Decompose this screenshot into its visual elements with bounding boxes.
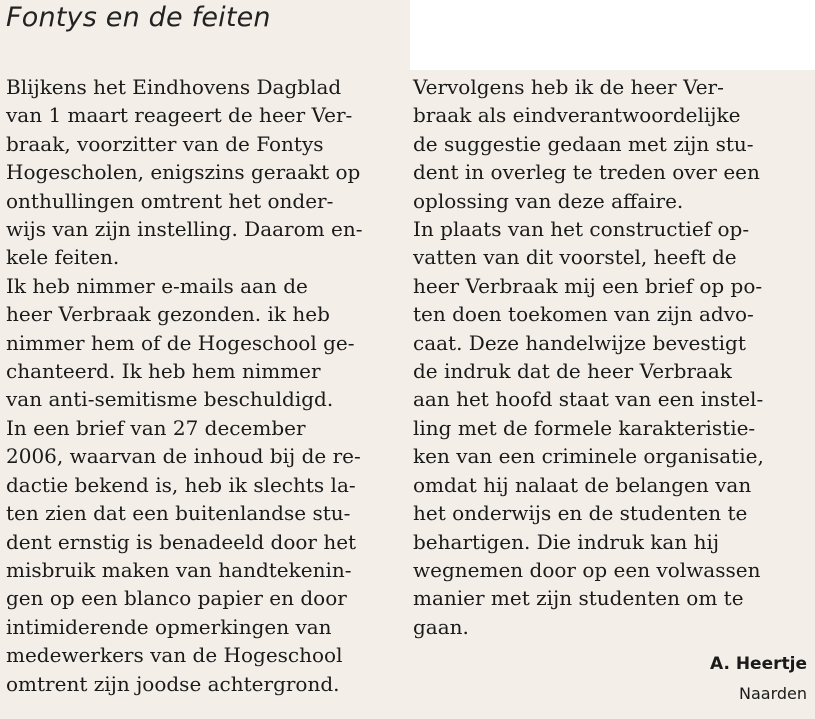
text-line: In een brief van 27 december — [6, 415, 306, 440]
text-line: gen op een blanco papier en door — [6, 586, 347, 611]
text-line: oplossing van deze affaire. — [413, 188, 684, 213]
text-line: Ik heb nimmer e-mails aan de — [6, 273, 308, 298]
text-line: ken van een criminele organisatie, — [413, 444, 764, 469]
text-line: onthullingen omtrent het onder- — [6, 188, 334, 213]
text-line: In plaats van het constructief op- — [413, 217, 750, 242]
text-line: gaan. — [413, 614, 469, 639]
text-line: ling met de formele karakteristie- — [413, 415, 756, 440]
article-headline: Fontys en de feiten — [6, 2, 271, 33]
text-line: kele feiten. — [6, 245, 120, 270]
text-line: 2006, waarvan de inhoud bij de re- — [6, 444, 361, 469]
text-line: braak als eindverantwoordelijke — [413, 103, 741, 128]
text-line: het onderwijs en de studenten te — [413, 501, 748, 526]
article-column-right — [413, 73, 764, 641]
text-line: intimiderende opmerkingen van — [6, 614, 332, 639]
author-place: Naarden — [738, 684, 807, 703]
text-line: misbruik maken van handtekenin- — [6, 557, 352, 582]
text-line: braak, voorzitter van de Fontys — [6, 131, 324, 156]
text-line: ten zien dat een buitenlandse stu- — [6, 501, 351, 526]
text-line: nimmer hem of de Hogeschool ge- — [6, 330, 355, 355]
text-line: de indruk dat de heer Verbraak — [413, 359, 732, 384]
text-line: omtrent zijn joodse achtergrond. — [6, 671, 340, 696]
text-line: manier met zijn studenten om te — [413, 586, 744, 611]
text-line: vatten van dit voorstel, heeft de — [413, 245, 737, 270]
text-line: Vervolgens heb ik de heer Ver- — [413, 75, 724, 99]
text-line: caat. Deze handelwijze bevestigt — [413, 330, 746, 355]
text-line: heer Verbraak gezonden. ik heb — [6, 302, 330, 327]
text-line: dactie bekend is, heb ik slechts la- — [6, 472, 356, 497]
text-line: dent ernstig is benadeeld door het — [6, 529, 357, 554]
text-line: Blijkens het Eindhovens Dagblad — [6, 75, 342, 99]
text-line: omdat hij nalaat de belangen van — [413, 472, 752, 497]
author-name: A. Heertje — [709, 654, 807, 674]
text-line: van anti-semitisme beschuldigd. — [6, 387, 334, 412]
text-line: heer Verbraak mij een brief op po- — [413, 273, 763, 298]
text-line: Hogescholen, enigszins geraakt op — [6, 160, 361, 185]
text-line: de suggestie gedaan met zijn stu- — [413, 131, 754, 156]
article-column-left — [6, 73, 362, 698]
text-line: dent in overleg te treden over een — [413, 160, 760, 185]
text-line: medewerkers van de Hogeschool — [6, 643, 343, 668]
text-line: wegnemen door op een volwassen — [413, 557, 761, 582]
text-line: van 1 maart reageert de heer Ver- — [6, 103, 353, 128]
text-line: behartigen. Die indruk kan hij — [413, 529, 720, 554]
text-line: chanteerd. Ik heb hem nimmer — [6, 359, 321, 384]
text-line: wijs van zijn instelling. Daarom en- — [6, 217, 363, 242]
text-line: aan het hoofd staat van een instel- — [413, 387, 764, 412]
text-line: ten doen toekomen van zijn advo- — [413, 302, 754, 327]
